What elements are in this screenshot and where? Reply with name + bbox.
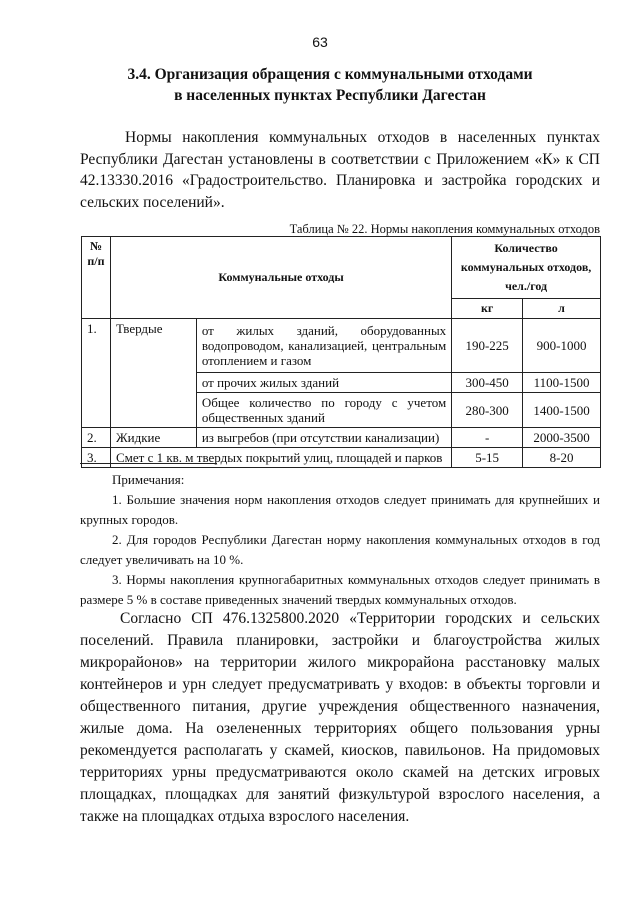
note-item: 1. Большие значения норм накопления отходов следует принимать для крупнейших и крупных городов. xyxy=(80,492,600,527)
notes-title: Примечания: xyxy=(112,472,185,487)
row-l: 8-20 xyxy=(523,448,601,468)
row-kg: 190-225 xyxy=(452,319,523,373)
page-number: 63 xyxy=(312,34,328,50)
header-waste: Коммунальные отходы xyxy=(110,237,451,319)
table-caption: Таблица № 22. Нормы накопления коммунальных отходов xyxy=(289,222,600,236)
row-kg: 5-15 xyxy=(452,448,523,468)
intro-paragraph: Нормы накопления коммунальных отходов в населенных пунктах Республики Дагестан установлены в соответствии с Приложением «К» к СП 42.13330.2016 «Градостроительство. Планировка и застройка городских и сельских поселений». xyxy=(80,129,600,211)
row-num: 2. xyxy=(82,428,111,448)
row-l: 2000-3500 xyxy=(523,428,601,448)
row-source: Общее количество по городу с учетом общественных зданий xyxy=(196,393,451,428)
waste-norms-table xyxy=(81,236,601,468)
table-row xyxy=(82,319,601,373)
section-heading-line-1: 3.4. Организация обращения с коммунальными отходами xyxy=(127,66,533,83)
row-l: 1100-1500 xyxy=(523,373,601,393)
section-heading-line-2: в населенных пунктах Республики Дагестан xyxy=(174,87,486,104)
header-kg: кг xyxy=(452,299,523,319)
row-source: от прочих жилых зданий xyxy=(196,373,451,393)
row-num: 1. xyxy=(82,319,111,428)
notes-block xyxy=(80,470,600,610)
note-item: 2. Для городов Республики Дагестан норму накопления коммунальных отходов в год следует увеличивать на 10 %. xyxy=(80,532,600,567)
row-num: 3. xyxy=(82,448,111,468)
row-kg: - xyxy=(452,428,523,448)
table-row xyxy=(82,428,601,448)
row-kg: 300-450 xyxy=(452,373,523,393)
row-kg: 280-300 xyxy=(452,393,523,428)
note-item: 3. Нормы накопления крупногабаритных коммунальных отходов следует принимать в размере 5 % в составе приведенных значений твердых коммунальных отходов. xyxy=(80,572,600,607)
header-quantity: Количество коммунальных отходов, чел./год xyxy=(452,237,601,299)
header-num: № п/п xyxy=(82,237,111,319)
notes-divider xyxy=(80,463,217,464)
row-source: из выгребов (при отсутствии канализации) xyxy=(196,428,451,448)
table-header-row xyxy=(82,237,601,299)
body-paragraph: Согласно СП 476.1325800.2020 «Территории городских и сельских поселений. Правила планировки, застройки и благоустройства жилых микрорайонов» на территории жилого микрорайона расстановку малых контейнеров и урн следует предусматривать у входов: в объекты торговли и общественного питания, другие учреждения общественного назначения, жилые дома. На озелененных территориях общего пользования урны рекомендуется располагать у скамей, киосков, павильонов. На придомовых территориях урны предусматриваются около скамей на детских игровых площадках, площадках для занятий физкультурой взрослого населения, а также на площадках отдыха взрослого населения. xyxy=(80,610,600,825)
row-l: 900-1000 xyxy=(523,319,601,373)
row-source: от жилых зданий, оборудованных водопроводом, канализацией, центральным отоплением и газом xyxy=(196,319,451,373)
header-l: л xyxy=(523,299,601,319)
row-type: Смет с 1 кв. м твердых покрытий улиц, площадей и парков xyxy=(110,448,451,468)
row-type: Твердые xyxy=(110,319,196,428)
row-l: 1400-1500 xyxy=(523,393,601,428)
row-type: Жидкие xyxy=(110,428,196,448)
table-row xyxy=(82,448,601,468)
